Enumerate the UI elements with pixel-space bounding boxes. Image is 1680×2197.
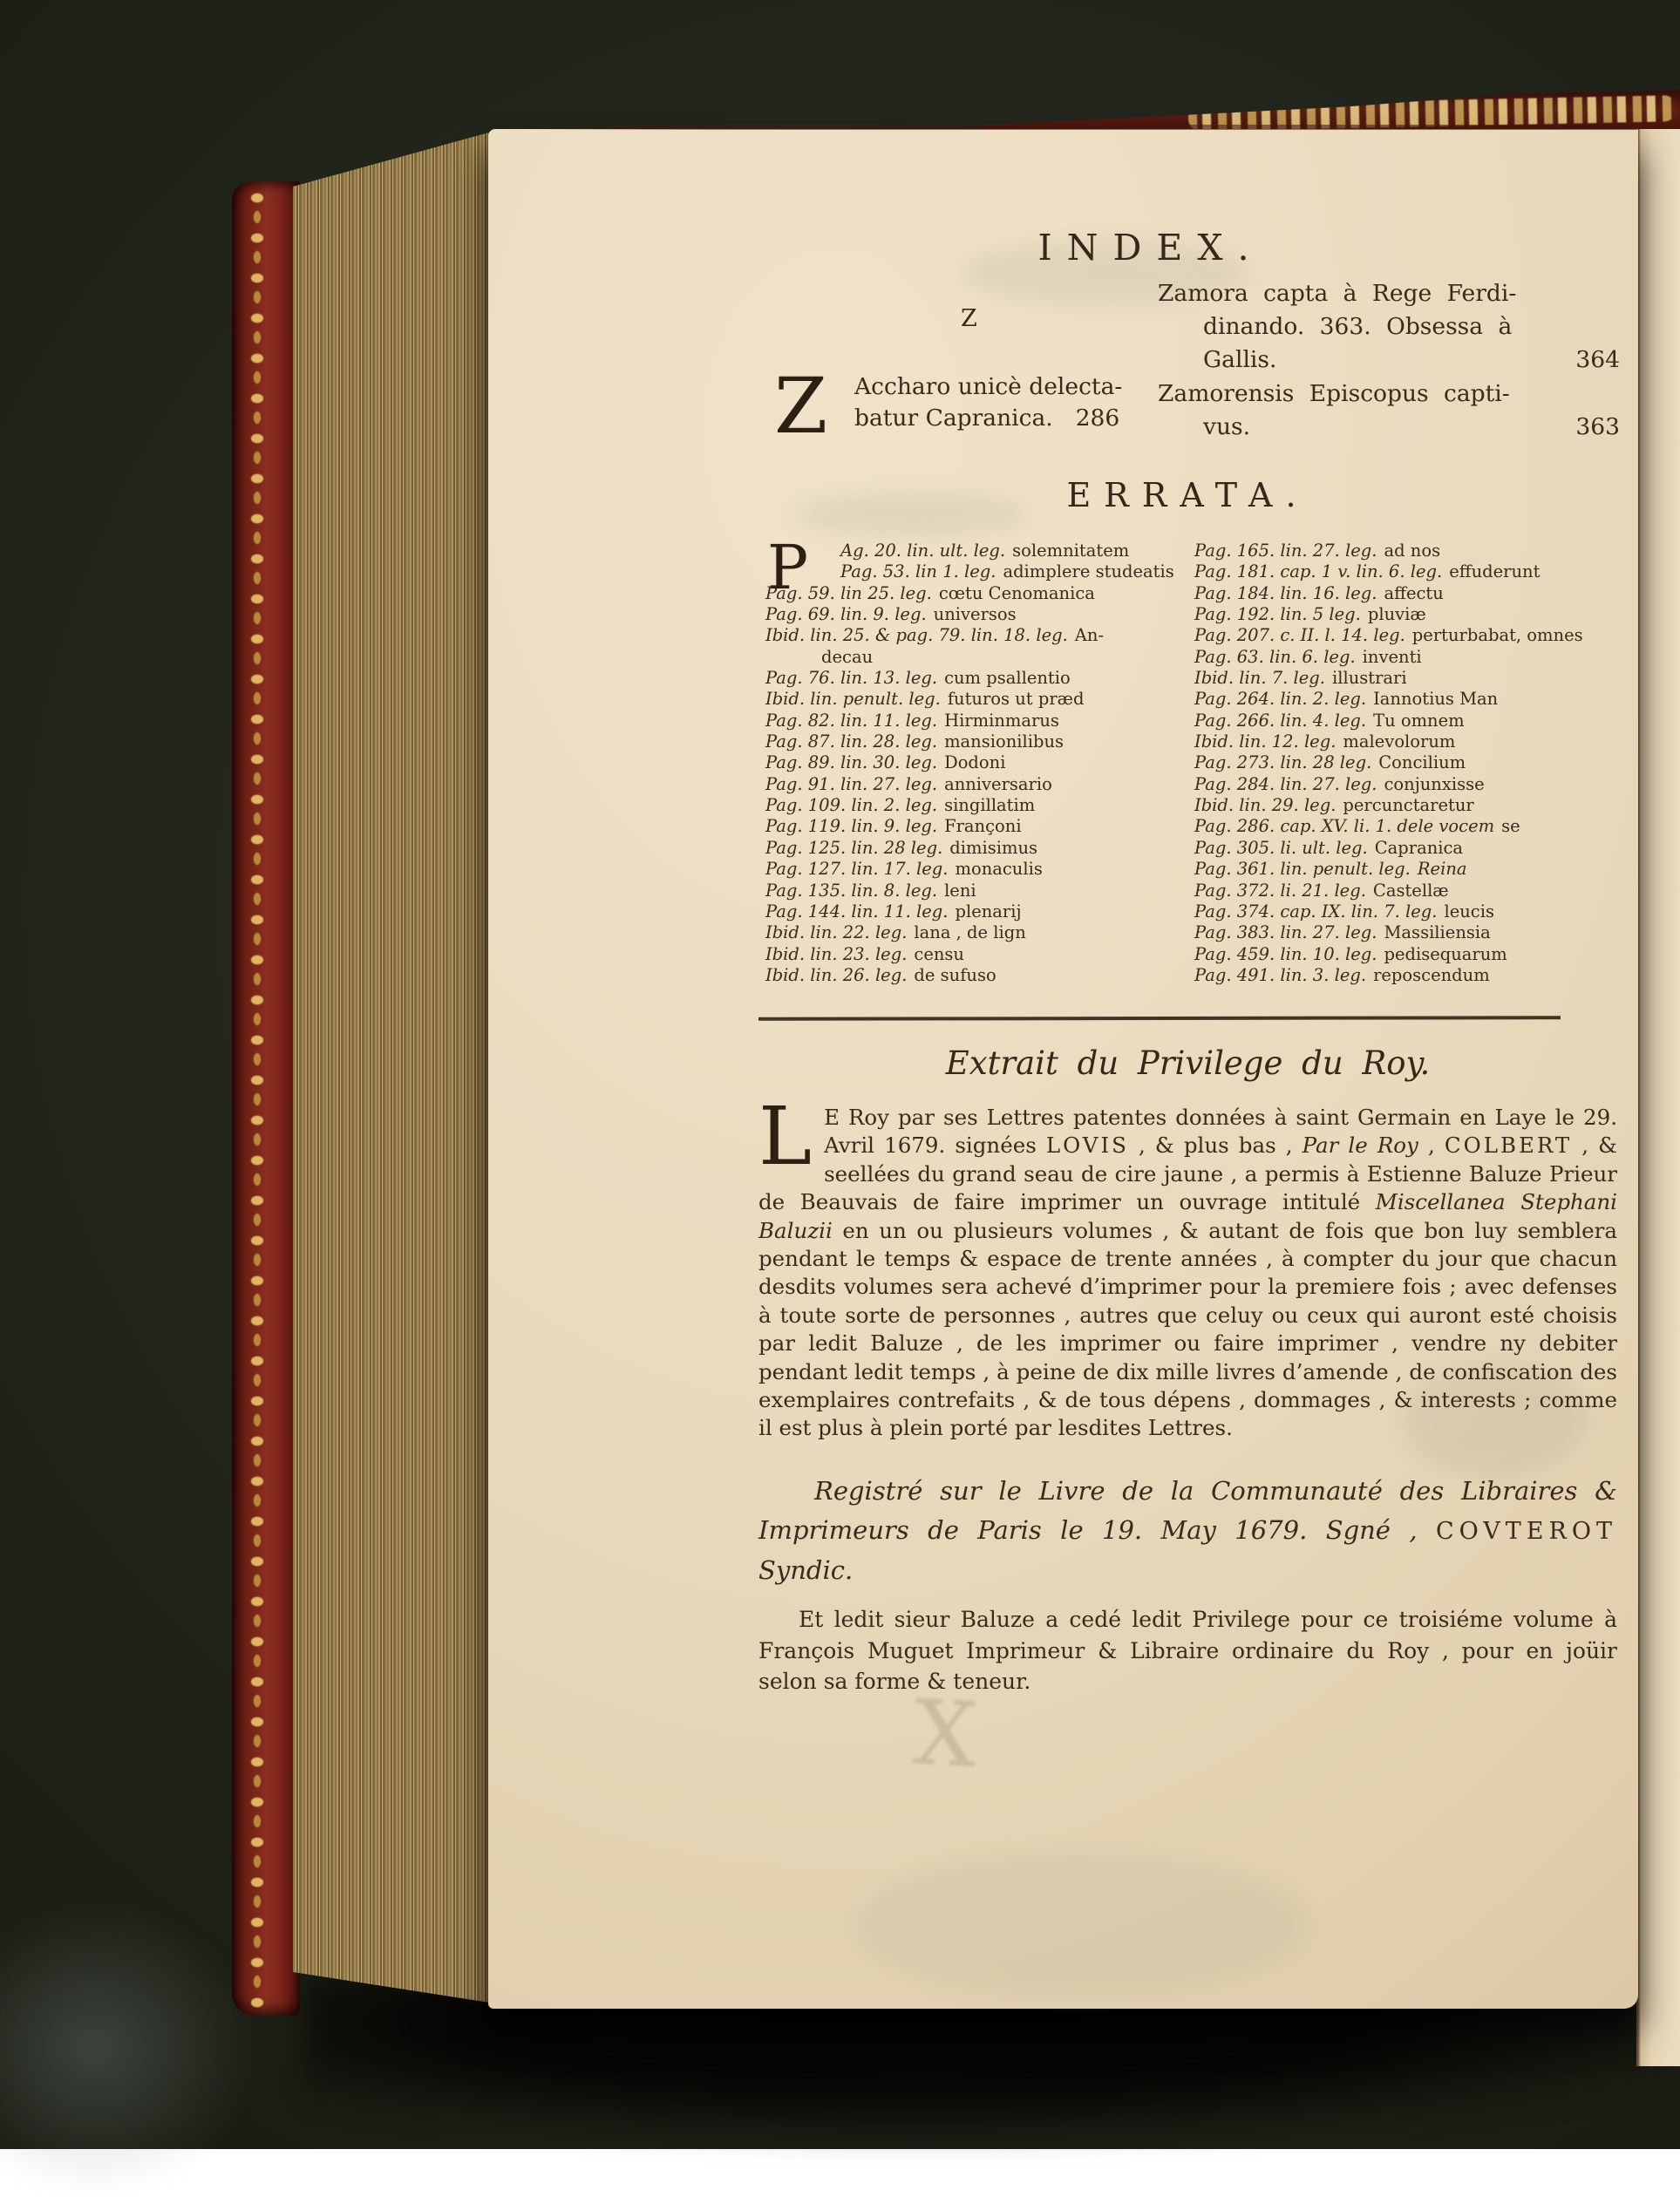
errata-correction: pluviæ (1367, 604, 1426, 625)
errata-correction: Massiliensia (1384, 922, 1491, 943)
text-segment: Registré sur le Livre de la Communauté des Libraires & Imprimeurs de Paris le 19. May 1679. Sgné , (758, 1476, 1617, 1545)
errata-entry (1194, 541, 1617, 561)
errata-correction: perturbabat, omnes (1411, 625, 1583, 646)
errata-correction: mansionilibus (944, 731, 1064, 752)
index-entry-line (1158, 310, 1620, 343)
errata-correction: monaculis (955, 859, 1043, 880)
index-entry-text: Zamora capta à Rege Ferdi- (1158, 280, 1517, 307)
errata-reference: Pag. 59. lin 25. leg. (765, 582, 932, 603)
errata-reference: Pag. 266. lin. 4. leg. (1194, 710, 1367, 731)
errata-entry (765, 604, 1186, 625)
page-fore-edge (293, 110, 495, 2005)
index-section-letter: Z (961, 305, 977, 332)
errata-reference: Pag. 361. lin. penult. leg. (1194, 859, 1411, 880)
text-segment: Syndic. (758, 1555, 854, 1585)
errata-correction: affectu (1384, 582, 1444, 603)
errata-entry (765, 711, 1186, 731)
errata-entry (1194, 922, 1617, 943)
errata-entry (765, 647, 1186, 668)
index-entry-text: vus. (1203, 412, 1251, 440)
errata-correction: adimplere studeatis (1003, 561, 1174, 582)
errata-entry (765, 965, 1186, 986)
errata-correction: lana , de lign (914, 922, 1026, 943)
errata-entry (765, 774, 1186, 795)
errata-entry (765, 561, 1186, 582)
privilege-paragraph (758, 1090, 1618, 1443)
errata-correction: cœtu Cenomanica (938, 582, 1095, 603)
book-page (488, 129, 1638, 2009)
index-entry-line (854, 403, 1122, 434)
errata-reference: Pag. 53. lin 1. leg. (840, 561, 996, 582)
index-entry-text: Gallis. (1203, 346, 1277, 374)
errata-entry (1194, 583, 1617, 604)
text-segment: COLBERT (1444, 1133, 1573, 1159)
errata-reference: Ibid. lin. 7. leg. (1194, 668, 1325, 689)
errata-entry (1194, 731, 1617, 752)
errata-entry (765, 625, 1186, 646)
errata-entry (765, 541, 1186, 561)
errata-entry (1194, 965, 1617, 986)
text-segment: , & seellées du grand seau de cire jaune , a permis à Estienne Baluze Prieur de Beauvais de faire imprimer un ouvrage intitulé (758, 1133, 1617, 1215)
errata-correction: se (1501, 816, 1520, 837)
text-segment: Par le Roy (1302, 1133, 1418, 1159)
text-segment: Miscellanea Stephani Baluzii (758, 1189, 1618, 1243)
errata-reference: Pag. 286. cap. XV. li. 1. dele vocem (1194, 816, 1495, 837)
errata-left-column (765, 532, 1186, 986)
privilege-title: Extrait du Privilege du Roy. (945, 1044, 1431, 1082)
errata-reference: Ag. 20. lin. ult. leg. (840, 541, 1006, 561)
errata-reference: Pag. 89. lin. 30. leg. (765, 752, 938, 773)
errata-reference: Pag. 127. lin. 17. leg. (765, 859, 949, 880)
errata-correction: leucis (1444, 901, 1494, 922)
errata-correction: malevolorum (1343, 731, 1456, 752)
errata-right-column (1194, 541, 1617, 986)
errata-entry (1194, 838, 1617, 859)
errata-reference: Pag. 374. cap. IX. lin. 7. leg. (1194, 901, 1438, 922)
errata-reference: Pag. 273. lin. 28 leg. (1194, 752, 1372, 773)
errata-correction: illustrari (1332, 668, 1407, 689)
errata-entry (765, 752, 1186, 773)
errata-title: ERRATA. (1066, 476, 1309, 514)
errata-entry (765, 922, 1186, 943)
errata-entry (765, 881, 1186, 901)
book-cover-edge (232, 181, 300, 2016)
errata-entry (765, 668, 1186, 689)
errata-entry (1194, 881, 1617, 901)
errata-correction: Capranica (1374, 837, 1464, 858)
errata-reference: Pag. 119. lin. 9. leg. (765, 816, 938, 837)
errata-reference: Pag. 372. li. 21. leg. (1194, 880, 1366, 901)
errata-entry (1194, 689, 1617, 710)
errata-entry (1194, 859, 1617, 880)
errata-correction: leni (944, 880, 976, 901)
errata-correction: censu (914, 943, 964, 964)
index-entry (774, 361, 1123, 451)
errata-correction: dimisimus (949, 837, 1038, 858)
errata-reference: Pag. 491. lin. 3. leg. (1194, 964, 1367, 985)
errata-correction: ad nos (1384, 541, 1441, 561)
errata-reference: Pag. 109. lin. 2. leg. (765, 795, 938, 816)
errata-correction: conjunxisse (1384, 773, 1485, 794)
errata-reference: Pag. 284. lin. 27. leg. (1194, 773, 1377, 794)
errata-correction: An- (1074, 625, 1105, 646)
errata-correction: percunctaretur (1343, 795, 1474, 816)
errata-entry (1194, 816, 1617, 837)
errata-correction: anniversario (944, 773, 1052, 794)
errata-entry (765, 731, 1186, 752)
errata-correction: pedisequarum (1384, 943, 1507, 964)
index-page-number: 364 (1575, 346, 1620, 374)
errata-entry (765, 838, 1186, 859)
errata-reference: Ibid. lin. 25. & pag. 79. lin. 18. leg. (765, 625, 1068, 646)
errata-reference: Pag. 82. lin. 11. leg. (765, 710, 938, 731)
dropcap-l: L (758, 1090, 813, 1183)
registration-paragraph (758, 1472, 1617, 1590)
errata-entry (765, 944, 1186, 965)
errata-correction: Concilium (1378, 752, 1466, 773)
index-page-number: 363 (1575, 412, 1620, 440)
errata-correction: effuderunt (1449, 561, 1541, 582)
errata-reference: Pag. 165. lin. 27. leg. (1194, 541, 1377, 561)
errata-correction: Tu omnem (1373, 710, 1465, 731)
errata-reference: Pag. 76. lin. 13. leg. (765, 668, 938, 689)
errata-correction: decau (821, 646, 874, 667)
text-segment: , & plus bas , (1128, 1133, 1303, 1159)
cession-paragraph: Et ledit sieur Baluze a cedé ledit Privilege pour ce troisiéme volume à François Muguet Imprimeur & Libraire ordinaire du Roy , pour en joüir selon sa forme & teneur. (758, 1607, 1617, 1694)
text-segment: COVTEROT (1435, 1518, 1617, 1545)
errata-reference: Pag. 181. cap. 1 v. lin. 6. leg. (1194, 561, 1443, 582)
errata-reference: Pag. 459. lin. 10. leg. (1194, 943, 1377, 964)
errata-reference: Pag. 63. lin. 6. leg. (1194, 646, 1356, 667)
errata-entry (1194, 625, 1617, 646)
ghost-showthrough-letter: X (910, 1681, 980, 1788)
errata-reference: Ibid. lin. penult. leg. (765, 689, 941, 710)
errata-correction: Castellæ (1372, 880, 1449, 901)
errata-correction: inventi (1362, 646, 1422, 667)
errata-reference: Pag. 184. lin. 16. leg. (1194, 582, 1377, 603)
errata-entry (765, 901, 1186, 922)
errata-entry (1194, 774, 1617, 795)
errata-reference: Pag. 383. lin. 27. leg. (1194, 922, 1377, 943)
dropcap-p: P (767, 532, 809, 603)
errata-entry (765, 859, 1186, 880)
index-entry-line: Accharo unicè delecta- (854, 373, 1123, 400)
errata-correction: Françoni (944, 816, 1022, 837)
errata-entry (765, 816, 1186, 837)
errata-reference: Pag. 87. lin. 28. leg. (765, 731, 938, 752)
errata-correction: Dodoni (944, 752, 1006, 773)
index-entry-line (1158, 411, 1620, 444)
text-segment: E Roy par ses Lettres patentes données à saint Germain en Laye le 29. Avril 1679. signées (824, 1105, 1617, 1159)
section-rule (758, 1016, 1561, 1021)
errata-entry (1194, 944, 1617, 965)
index-entry-text: dinando. 363. Obsessa à (1203, 313, 1513, 341)
errata-correction: Iannotius Man (1373, 689, 1499, 710)
errata-correction: Reina (1417, 859, 1467, 880)
errata-entry (1194, 668, 1617, 689)
errata-reference: Ibid. lin. 26. leg. (765, 964, 908, 985)
text-segment: en un ou plusieurs volumes , & autant de fois que bon luy semblera pendant le temps & espace de trente années , à compter du jour que chacun desdits volumes sera achevé d’imprimer pour la premiere fois ; avec defenses à toute sorte de personnes , autres que celuy ou ceux qui auront esté choisis par ledit Baluze , de les imprimer ou faire imprimer , vendre ny debiter pendant ledit temps , à peine de dix mille livres d’amende , de confiscation des exemplaires contrefaits , & de tous dépens , dommages , & interests ; comme il est plus à plein porté par lesdites Lettres. (758, 1217, 1617, 1441)
errata-correction: universos (933, 604, 1017, 625)
errata-entry (1194, 752, 1617, 773)
errata-reference: Pag. 91. lin. 27. leg. (765, 773, 938, 794)
errata-reference: Pag. 207. c. II. l. 14. leg. (1194, 625, 1405, 646)
index-entry-text: batur Capranica. (854, 405, 1053, 432)
errata-entry (1194, 561, 1617, 582)
errata-correction: singillatim (944, 795, 1036, 816)
errata-entry (1194, 795, 1617, 816)
errata-reference: Pag. 305. li. ult. leg. (1194, 837, 1368, 858)
errata-correction: futuros ut præd (947, 689, 1085, 710)
index-entry-line (1158, 343, 1620, 377)
errata-correction: reposcendum (1373, 964, 1490, 985)
errata-correction: solemnitatem (1012, 541, 1130, 561)
errata-reference: Pag. 144. lin. 11. leg. (765, 901, 949, 922)
dropcap-z: Z (774, 361, 828, 451)
privilege-text (758, 1090, 1618, 1441)
index-title: INDEX. (1037, 227, 1264, 269)
text-block (758, 129, 1620, 2009)
errata-entry (765, 689, 1186, 710)
index-right-column (1158, 277, 1620, 444)
errata-correction: de sufuso (914, 964, 996, 985)
errata-reference: Pag. 264. lin. 2. leg. (1194, 689, 1367, 710)
errata-entry (1194, 711, 1617, 731)
errata-reference: Pag. 192. lin. 5 leg. (1194, 604, 1361, 625)
errata-entry (1194, 647, 1617, 668)
errata-entry (765, 583, 1186, 604)
errata-entry (765, 795, 1186, 816)
errata-entry (1194, 604, 1617, 625)
errata-reference: Pag. 125. lin. 28 leg. (765, 837, 943, 858)
index-entry-text: Zamorensis Episcopus capti- (1158, 379, 1510, 407)
errata-correction: cum psallentio (944, 668, 1071, 689)
index-page-number: 286 (1075, 405, 1120, 432)
errata-reference: Ibid. lin. 29. leg. (1194, 795, 1337, 816)
errata-reference: Ibid. lin. 22. leg. (765, 922, 908, 943)
text-segment: LOVIS (1045, 1133, 1129, 1159)
adjacent-page-edge (1636, 129, 1680, 2066)
errata-correction: plenarij (955, 901, 1022, 922)
index-entry-line (1158, 378, 1620, 411)
errata-correction: Hirminmarus (944, 710, 1059, 731)
errata-entry (1194, 901, 1617, 922)
errata-reference: Pag. 135. lin. 8. leg. (765, 880, 938, 901)
text-segment: , (1418, 1133, 1445, 1159)
errata-reference: Ibid. lin. 12. leg. (1194, 731, 1337, 752)
index-entry-line (1158, 277, 1620, 310)
errata-reference: Ibid. lin. 23. leg. (765, 943, 908, 964)
errata-reference: Pag. 69. lin. 9. leg. (765, 604, 927, 625)
